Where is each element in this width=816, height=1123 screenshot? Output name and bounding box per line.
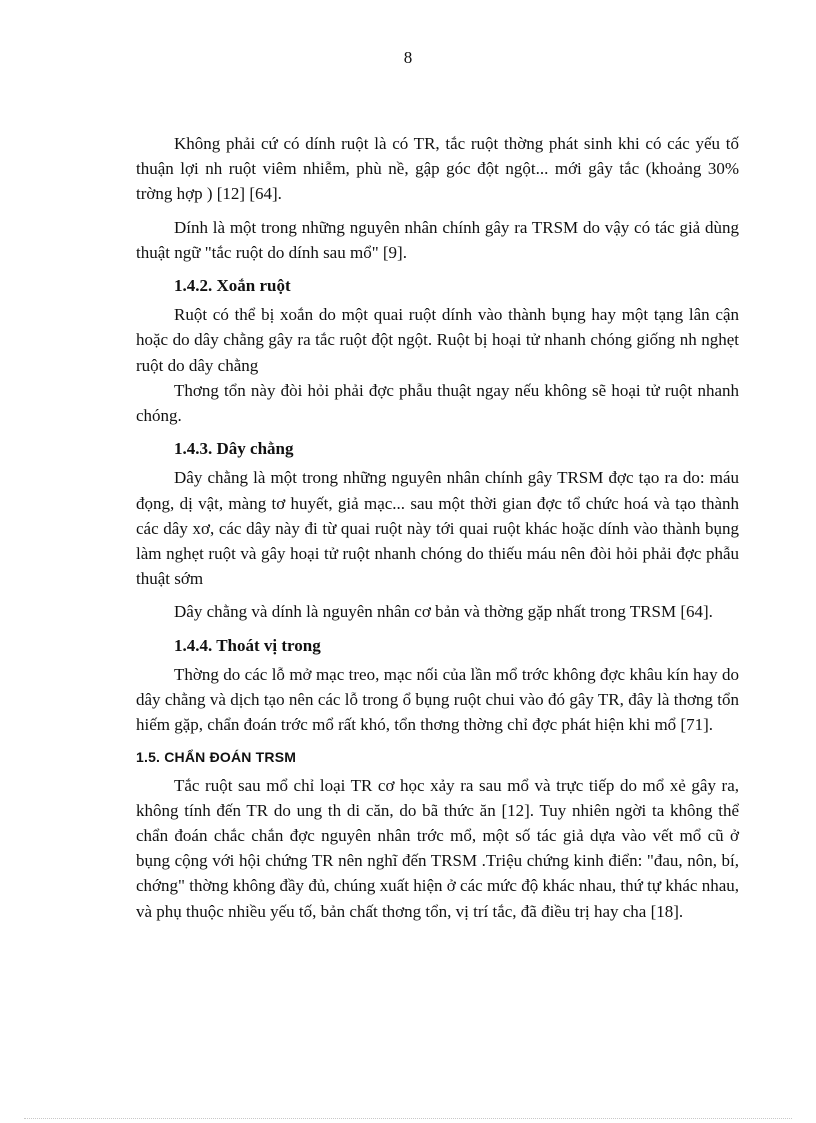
paragraph-bands: Dây chằng là một trong những nguyên nhân chính gây TRSM đợc tạo ra do: máu đọng, dị vật, màng tơ huyết, giả mạc... sau một thời gian đợc tổ chức hoá và tạo thành các dây xơ, các dây này đi từ quai ruột này tới quai ruột khác hoặc dính vào thành bụng làm nghẹt ruột và gây hoại tử ruột nhanh chóng do thiếu máu nên đòi hỏi phải đợc phẫu thuật sớm: [136, 468, 739, 589]
section-heading-diagnosis: 1.5. CHẨN ĐOÁN TRSM: [136, 749, 297, 766]
paragraph-internal-hernia: Thờng do các lỗ mở mạc treo, mạc nối của lần mổ trớc không đợc khâu kín hay do dây chằng và dịch tạo nên các lỗ trong ổ bụng ruột chui vào đó gây TR, đây là thơng tổn hiếm gặp, chẩn đoán trớc mổ rất khó, tổn thơng thờng chỉ đợc phát hiện khi mổ [71].: [136, 664, 739, 735]
heading-volvulus: 1.4.2. Xoắn ruột: [174, 276, 291, 296]
paragraph-volvulus-surgery: Thơng tổn này đòi hỏi phải đợc phẫu thuật ngay nếu không sẽ hoại tử ruột nhanh chóng.: [136, 380, 739, 426]
paragraph-bands-summary: Dây chằng và dính là nguyên nhân cơ bản và thờng gặp nhất trong TRSM [64].: [174, 602, 713, 622]
paragraph-diagnosis: Tắc ruột sau mổ chỉ loại TR cơ học xảy ra sau mổ và trực tiếp do mổ xẻ gây ra, không tính đến TR do ung th di căn, do bã thức ăn [12]. Tuy nhiên ngời ta không thể chẩn đoán chắc chắn đợc nguyên nhân trớc mổ, một số tác giả dựa vào vết mổ cũ ở bụng cộng với hội chứng TR nên nghĩ đến TRSM .Triệu chứng kinh điển: "đau, nôn, bí, chớng" thờng không đầy đủ, chúng xuất hiện ở các mức độ khác nhau, thứ tự khác nhau, và phụ thuộc nhiều yếu tố, bản chất thơng tổn, vị trí tắc, đã điều trị hay cha [18].: [136, 775, 739, 921]
heading-internal-hernia: 1.4.4. Thoát vị trong: [174, 635, 321, 655]
paragraph-volvulus: Ruột có thể bị xoắn do một quai ruột dính vào thành bụng hay một tạng lân cận hoặc do dây chằng gây ra tắc ruột đột ngột. Ruột bị hoại tử nhanh chóng giống nh nghẹt ruột do dây chằng: [136, 305, 739, 375]
page-number: 8: [403, 48, 413, 67]
bottom-divider: [24, 1118, 792, 1119]
paragraph-adhesion-term: Dính là một trong những nguyên nhân chính gây ra TRSM do vậy có tác giả dùng thuật ngữ "tắc ruột do dính sau mổ" [9].: [136, 217, 739, 262]
paragraph-adhesion-intro: Không phải cứ có dính ruột là có TR, tắc ruột thờng phát sinh khi có các yếu tố thuận lợi nh ruột viêm nhiễm, phù nề, gập góc đột ngột... mới gây tắc (khoảng 30% trờng hợp ) [12] [64].: [136, 134, 739, 204]
document-body: [136, 131, 739, 932]
heading-bands: 1.4.3. Dây chằng: [174, 439, 294, 459]
